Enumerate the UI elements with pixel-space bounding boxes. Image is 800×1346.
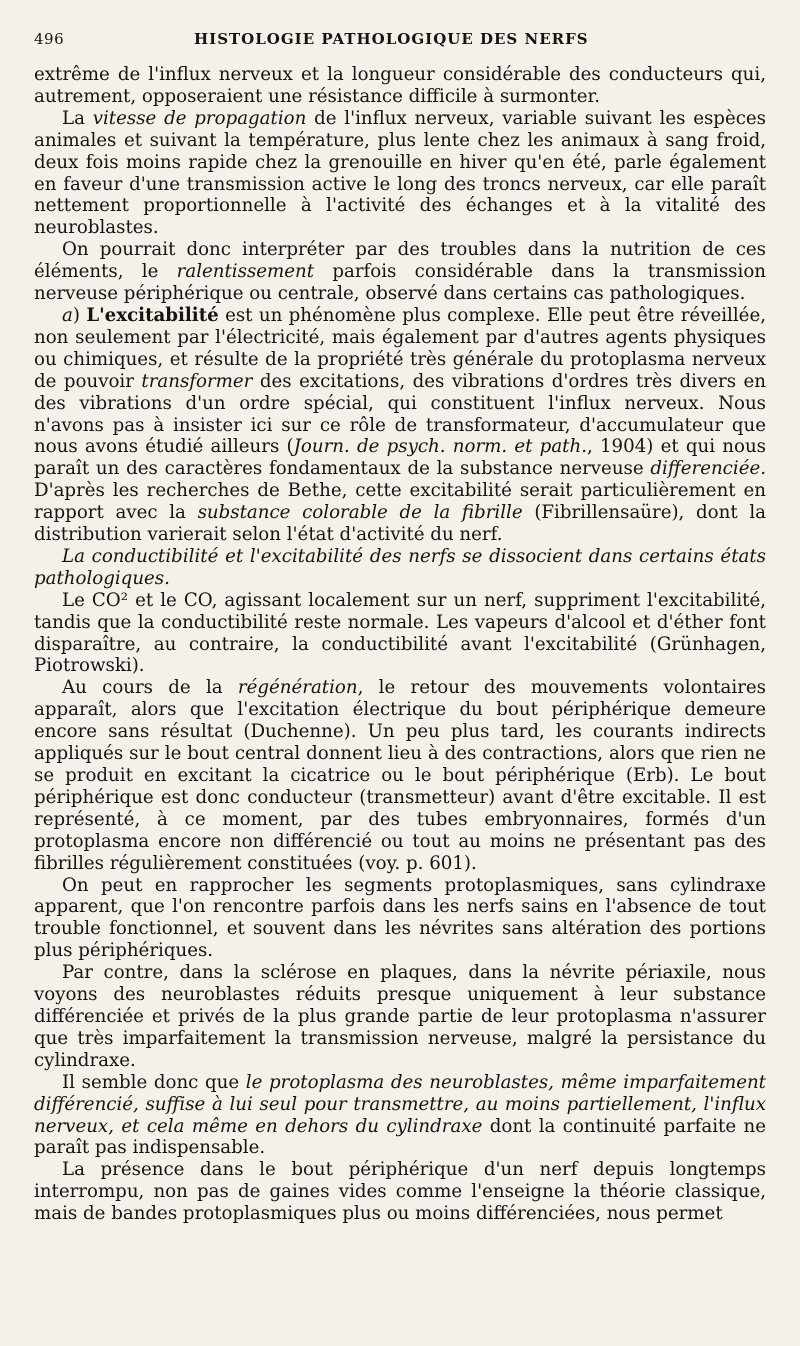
text-run: extrême de l'influx nerveux et la longueur considérable des conducteurs qui, autrement, opposeraient une résistance difficile à surmonter. xyxy=(34,64,766,107)
paragraph xyxy=(34,677,766,874)
paragraph xyxy=(34,546,766,590)
paragraph xyxy=(34,1072,766,1160)
text-run: On pourrait donc interpréter par des troubles dans la nutrition de ces éléments, le xyxy=(34,239,766,283)
paragraph xyxy=(34,108,766,239)
text-run: D'après les recherches de Bethe, cette excitabilité serait particulièrement en rapport avec la xyxy=(34,480,766,524)
text-run: est un phénomène plus complexe. Elle peut être réveillée, non seulement par l'électricité, mais également par d'autres agents physiques ou chimiques, et résulte de la propriété très générale du protoplasma nerveux de pouvoir xyxy=(34,304,766,392)
paragraph xyxy=(34,590,766,678)
paragraph xyxy=(34,64,766,108)
paragraph xyxy=(34,962,766,1072)
text-run: , 1904) et qui nous paraît un des caractères fondamentaux de la substance nerveuse xyxy=(34,436,766,480)
italic-text: transformer xyxy=(141,370,253,392)
text-run: , le retour des mouvements volontaires apparaît, alors que l'excitation électrique du bout périphérique demeure encore sans résultat (Duchenne). Un peu plus tard, les courants indirects appliqués sur le bout central donnent lieu à des contractions, alors que rien ne se produit en excitant la cicatrice ou le bout périphérique (Erb). Le bout périphérique est donc conducteur (transmetteur) avant d'être excitable. Il est représenté, à ce moment, par des tubes embryonnaires, formés d'un protoplasma encore non différencié ou tout au moins ne présentant pas des fibrilles régulièrement constituées (voy. p. 601). xyxy=(34,677,766,874)
text-run: parfois considérable dans la transmission nerveuse périphérique ou centrale, observé dans certains cas pathologiques. xyxy=(34,261,766,305)
italic-text: substance colorable de la fibrille xyxy=(197,502,523,524)
text-run: des excitations, des vibrations d'ordres très divers en des vibrations d'un ordre spécial, qui constituent l'influx nerveux. Nous n'avons pas à insister ici sur ce rôle de transformateur, d'accumulateur que nous avons étudié ailleurs ( xyxy=(34,370,766,458)
text-run: de l'influx nerveux, variable suivant les espèces animales et suivant la température, plus lente chez les animaux à sang froid, deux fois moins rapide chez la grenouille en hiver qu'en été, parle également en faveur d'une transmission active le long des troncs nerveux, car elle paraît nettement proportionnelle à l'activité des échanges et à la vitalité des neuroblastes. xyxy=(34,107,766,239)
text-run: Au cours de la xyxy=(62,677,238,699)
text-run: dont la continuité parfaite ne paraît pas indispensable. xyxy=(34,1115,766,1159)
italic-text: vitesse de propagation xyxy=(92,107,307,129)
italic-text: le protoplasma des neuroblastes, même imparfaitement différencié, suffise à lui seul pour transmettre, au moins partiellement, l'influx nerveux, et cela même en dehors du cylindraxe xyxy=(34,1071,766,1137)
page-number: 496 xyxy=(34,30,65,48)
page-header xyxy=(34,30,766,54)
italic-text: ralentissement xyxy=(176,261,315,283)
text-run: Par contre, dans la sclérose en plaques, dans la névrite périaxile, nous voyons des neuroblastes réduits presque uniquement à leur substance différenciée et privés de la plus grande partie de leur protoplasma n'assurer que très imparfaitement la transmission nerveuse, malgré la persistance du cylindraxe. xyxy=(34,962,766,1071)
body-text xyxy=(34,64,766,1225)
italic-text: La conductibilité et l'excitabilité des nerfs se dissocient dans certains états pathologiques. xyxy=(34,545,766,589)
italic-text: differenciée. xyxy=(650,458,766,480)
paragraph xyxy=(34,239,766,305)
text-run: (Fibrillensaüre), dont la distribution varierait selon l'état d'activité du nerf. xyxy=(34,502,767,546)
paragraph xyxy=(34,1159,766,1225)
italic-text: Journ. de psych. norm. et path. xyxy=(293,436,587,458)
italic-text: a xyxy=(62,304,73,326)
text-run: Le CO² et le CO, agissant localement sur un nerf, suppriment l'excitabilité, tandis que la conductibilité reste normale. Les vapeurs d'alcool et d'éther font disparaître, au contraire, la conductibilité avant l'excitabilité (Grünhagen, Piotrowski). xyxy=(34,589,766,677)
text-run: Il semble donc que xyxy=(62,1071,246,1093)
text-run: On peut en rapprocher les segments protoplasmiques, sans cylindraxe apparent, que l'on rencontre parfois dans les nerfs sains en l'absence de tout trouble fonctionnel, et souvent dans les névrites sans altération des portions plus périphériques. xyxy=(34,874,766,962)
bold-text: L'excitabilité xyxy=(86,304,219,326)
text-run: ) xyxy=(72,304,87,326)
italic-text: régénération xyxy=(237,677,358,699)
paragraph xyxy=(34,875,766,963)
text-run: La présence dans le bout périphérique d'un nerf depuis longtemps interrompu, non pas de gaines vides comme l'enseigne la théorie classique, mais de bandes protoplasmiques plus ou moins différenciées, nous permet xyxy=(34,1159,766,1225)
paragraph xyxy=(34,305,766,546)
running-title: HISTOLOGIE PATHOLOGIQUE DES NERFS xyxy=(194,30,589,48)
text-run: La xyxy=(62,107,93,129)
